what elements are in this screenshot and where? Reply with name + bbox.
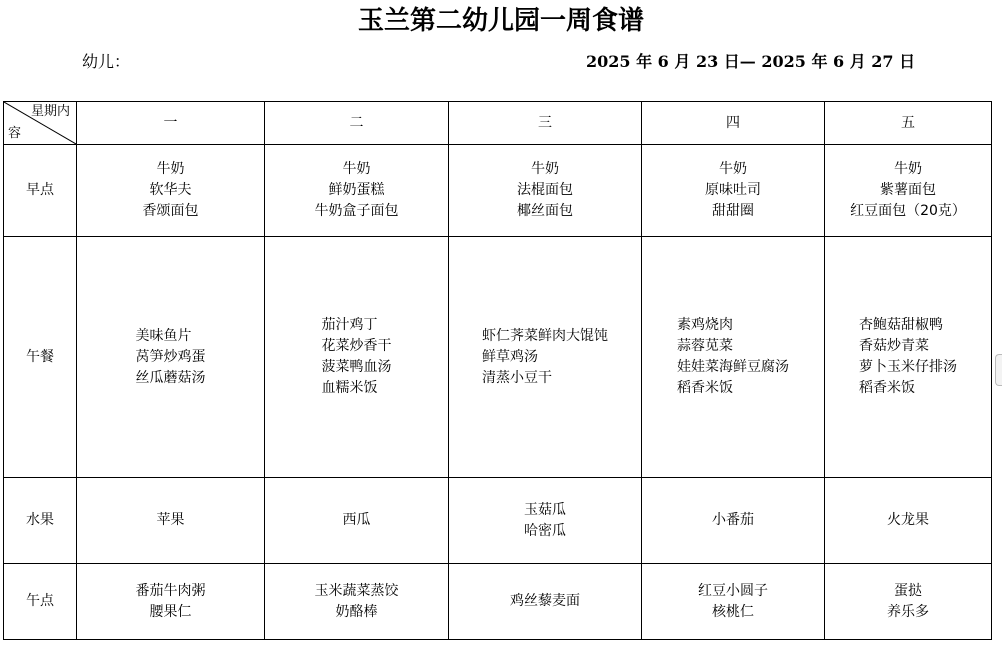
menu-item-list [136,326,206,389]
menu-item: 虾仁荠菜鲜肉大馄饨 [482,327,608,344]
menu-item-list [449,159,641,222]
corner-cell [4,102,77,145]
menu-item-list [449,500,641,542]
menu-item: 红豆小圆子 [698,582,768,599]
menu-cell [449,237,642,478]
menu-item-list [482,326,608,389]
menu-item: 牛奶 [894,161,922,177]
menu-item-list [265,159,448,222]
menu-item: 西瓜 [342,512,371,528]
fruit-row [4,478,992,564]
menu-cell [642,478,825,564]
row-label: 午点 [4,564,77,640]
menu-cell [77,564,265,640]
menu-item: 茄汁鸡丁 [321,317,378,333]
menu-item: 原味吐司 [705,182,761,198]
menu-cell [825,564,992,640]
menu-item: 血糯米饭 [321,380,378,396]
breakfast-row [4,145,992,237]
row-label: 午餐 [4,237,77,478]
snack-row [4,564,992,640]
menu-item-list [677,315,789,399]
menu-item-list [825,159,991,222]
menu-item: 稻香米饭 [677,380,733,396]
menu-item: 火龙果 [887,512,929,528]
menu-cell [825,478,992,564]
menu-item: 红豆面包（20克） [850,203,966,219]
menu-item: 法棍面包 [517,182,573,198]
menu-cell [642,145,825,237]
menu-item: 甜甜圈 [712,203,754,219]
menu-item-list [449,591,641,612]
menu-item: 腰果仁 [149,603,192,620]
menu-cell [449,478,642,564]
menu-item: 紫薯面包 [880,182,936,198]
menu-item: 鲜奶蛋糕 [328,182,385,198]
menu-item: 蒜蓉苋菜 [677,338,733,354]
menu-item-list [642,581,824,623]
menu-item-list [322,315,392,399]
day-header-mon: 一 [77,102,265,145]
menu-cell [449,145,642,237]
menu-item: 杏鲍菇甜椒鸭 [859,317,943,333]
menu-cell [77,478,265,564]
menu-item: 小番茄 [712,512,754,528]
menu-item: 椰丝面包 [517,203,573,219]
child-label: 幼儿： [82,52,131,71]
menu-item-list [825,510,991,531]
menu-item: 莴笋炒鸡蛋 [135,348,206,365]
menu-item-list [265,581,448,623]
row-label: 早点 [4,145,77,237]
menu-item: 奶酪棒 [335,603,378,620]
menu-cell [77,237,265,478]
menu-item: 稻香米饭 [859,380,915,396]
menu-cell [825,145,992,237]
scroll-handle[interactable] [995,354,1002,386]
menu-item-list [859,315,957,399]
menu-item: 娃娃菜海鲜豆腐汤 [677,359,789,375]
date-range: 2025 年 6 月 23 日— 2025 年 6 月 27 日 [586,52,916,71]
menu-item: 软华夫 [149,182,192,198]
menu-cell [77,145,265,237]
weekly-menu-table [3,101,992,640]
menu-item: 苹果 [156,512,185,528]
menu-cell [642,564,825,640]
corner-label-top: 星期内 [30,104,70,119]
menu-item: 花菜炒香干 [321,338,392,354]
menu-item-list [265,510,448,531]
menu-item: 牛奶 [719,161,747,177]
menu-item: 美味鱼片 [135,327,192,344]
menu-item: 菠菜鸭血汤 [321,359,392,375]
row-label: 水果 [4,478,77,564]
menu-item: 玉菇瓜 [524,501,566,518]
menu-item: 清蒸小豆干 [482,369,552,386]
menu-item: 素鸡烧肉 [677,317,733,333]
menu-item: 萝卜玉米仔排汤 [859,359,957,375]
menu-item: 番茄牛肉粥 [135,582,206,599]
menu-item: 鲜草鸡汤 [482,348,538,365]
page-title: 玉兰第二幼儿园一周食谱 [357,6,644,36]
lunch-row [4,237,992,478]
corner-label-bottom: 容 [8,126,22,141]
menu-cell [265,145,449,237]
header-row [4,102,992,145]
menu-item: 牛奶盒子面包 [314,203,399,219]
menu-item-list [825,581,991,623]
menu-item-list [642,510,824,531]
day-header-tue: 二 [265,102,449,145]
menu-item: 丝瓜蘑菇汤 [135,369,206,386]
menu-cell [642,237,825,478]
menu-item: 养乐多 [887,603,929,620]
menu-item: 香菇炒青菜 [859,338,929,354]
menu-item-list [77,510,264,531]
menu-item: 核桃仁 [712,603,754,620]
menu-cell [265,564,449,640]
menu-cell [265,237,449,478]
menu-item: 香颂面包 [142,203,199,219]
day-header-wed: 三 [449,102,642,145]
menu-cell [825,237,992,478]
menu-item: 牛奶 [531,161,559,177]
menu-item: 牛奶 [342,161,371,177]
menu-item-list [77,581,264,623]
menu-cell [449,564,642,640]
day-header-fri: 五 [825,102,992,145]
menu-cell [265,478,449,564]
menu-item: 玉米蔬菜蒸饺 [314,582,399,599]
menu-item: 鸡丝藜麦面 [510,593,580,609]
menu-item: 哈密瓜 [524,522,566,539]
menu-item-list [77,159,264,222]
menu-item: 牛奶 [156,161,185,177]
menu-item-list [642,159,824,222]
menu-item: 蛋挞 [894,582,922,599]
day-header-thu: 四 [642,102,825,145]
